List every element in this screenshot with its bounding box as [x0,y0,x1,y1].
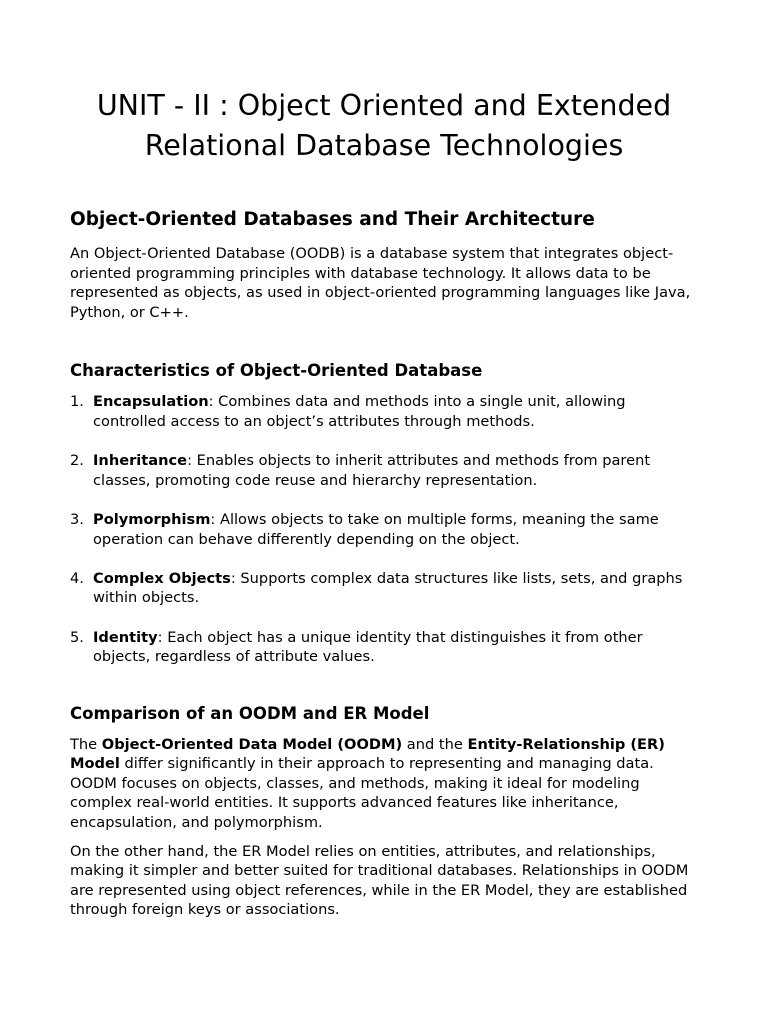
list-item [70,392,698,431]
list-number: 4. [70,569,84,587]
list-item [70,510,698,549]
comparison-paragraph-1 [70,735,698,833]
list-description: : Supports complex data structures like lists, sets, and graphs within objects. [93,569,683,607]
list-description: : Each object has a unique identity that distinguishes it from other objects, regardless of attribute values. [93,628,643,666]
list-term: Encapsulation [93,393,209,411]
list-number: 1. [70,393,84,411]
er-model-term: Entity-Relationship (ER) Model [70,735,665,773]
list-description: : Allows objects to take on multiple forms, meaning the same operation can behave differently depending on the object. [93,510,659,548]
list-term: Complex Objects [93,569,231,587]
characteristics-list [70,392,698,666]
list-description: : Combines data and methods into a single unit, allowing controlled access to an object’s attributes through methods. [93,393,626,430]
intro-paragraph: An Object-Oriented Database (OODB) is a database system that integrates object-oriented programming principles with database technology. It allows data to be represented as objects, as used in object-oriented programming languages like Java, Python, or C++. [70,245,691,321]
list-term: Identity [93,628,158,646]
list-item [70,451,698,490]
list-description: : Enables objects to inherit attributes and methods from parent classes, promoting code reuse and hierarchy representation. [93,452,651,489]
list-number: 3. [70,510,84,528]
comparison-lead-text: The [70,735,102,753]
oodm-term: Object-Oriented Data Model (OODM) [101,735,403,753]
section-heading: Object-Oriented Databases and Their Architecture [70,209,595,230]
comparison-mid-text: and the [402,735,468,753]
list-item [70,569,698,608]
page-title: UNIT - II : Object Oriented and Extended Relational Database Technologies [96,89,672,162]
list-item [70,628,698,667]
list-term: Inheritance [93,452,188,470]
list-number: 2. [70,452,84,470]
comparison-rest-text: differ significantly in their approach to representing and managing data. OODM focuses on objects, classes, and methods, making it ideal for modeling complex real-world entities. It supports advanced features like inheritance, encapsulation, and polymorphism. [70,755,654,832]
list-term: Polymorphism [93,510,211,528]
list-number: 5. [70,628,84,646]
comparison-heading: Comparison of an OODM and ER Model [70,703,430,723]
comparison-paragraph-2: On the other hand, the ER Model relies on entities, attributes, and relationships, making it simpler and better suited for traditional databases. Relationships in OODM are represented using object references, while in the ER Model, they are established through foreign keys or associations. [70,842,689,919]
characteristics-heading: Characteristics of Object-Oriented Database [70,361,483,381]
